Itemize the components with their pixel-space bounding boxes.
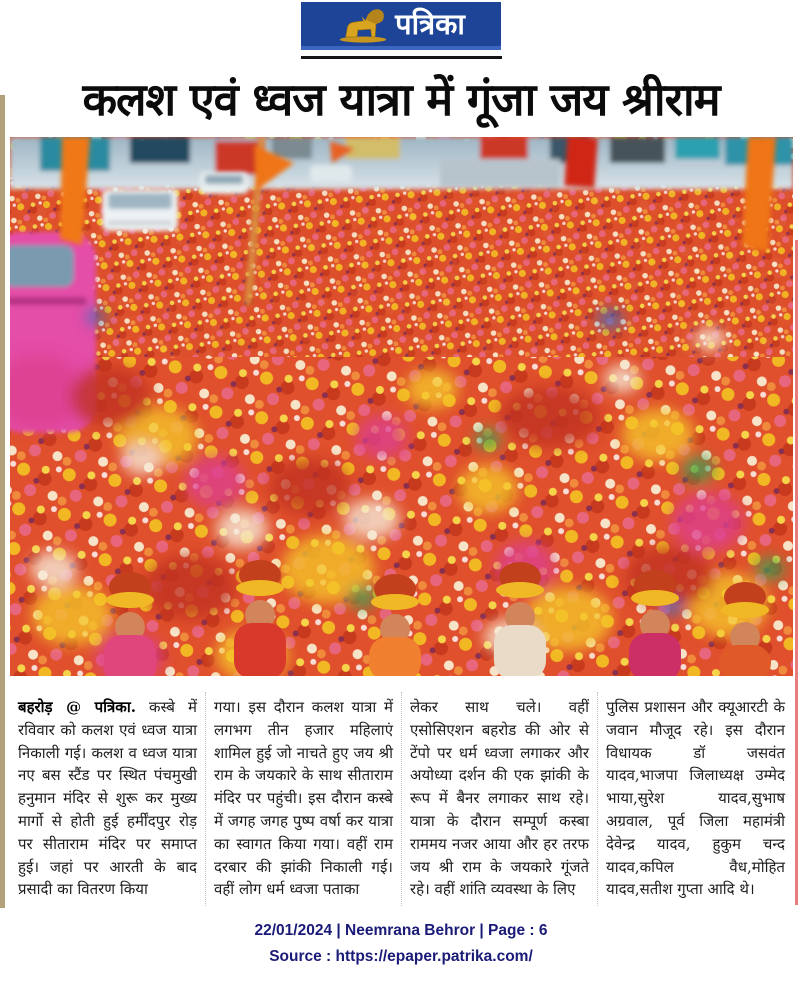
column-2-text: गया। इस दौरान कलश यात्रा में लगभग तीन हजार महिलाएं शामिल हुई जो नाचते हुए जय श्री राम के जयकारे के साथ सीताराम मंदिर पर पहुंची। इस दौरान कस्बे में जगह जगह पुष्प वर्षा कर यात्रा का स्वागत किया गया। वहीं राम दरबार की झांकी निकाली गई। वहीं लोग धर्म ध्वजा पताका <box>214 698 393 899</box>
column-4-text: पुलिस प्रशासन और क्यूआरटी के जवान मौजूद रहे। इस दौरान विधायक डॉ जसवंत यादव,भाजपा जिलाध्यक्ष उम्मेद भाया,सुरेश यादव,सुभाष अग्रवाल, पूर्व जिला महामंत्री देवेन्द्र यादव, हुकुम चन्द यादव,कपिल वैध,मोहित यादव,सतीश गुप्ता आदि थे। <box>606 698 785 899</box>
date-edition-page-line: 22/01/2024 | Neemrana Behror | Page : 6 <box>254 922 548 939</box>
masthead-title: पत्रिका <box>395 6 465 41</box>
patrika-masthead <box>301 2 501 50</box>
article-body <box>10 692 793 906</box>
lion-icon <box>337 5 389 43</box>
clipping-footer <box>0 918 802 970</box>
column-3-text: लेकर साथ चले। वहीं एसोसिएशन बहरोड की ओर से टेंपो पर धर्म ध्वजा लगाकर और अयोध्या दर्शन की एक झांकी के रूप में बैनर लगाकर साथ रहे। यात्रा के दौरान सम्पूर्ण कस्बा राममय नजर आया और हर तरफ जय श्री राम के जयकारे गूंजते रहे। वहीं शांति व्यवस्था के लिए <box>410 698 589 899</box>
article-column-4 <box>597 692 793 906</box>
street-shops-row <box>10 137 793 189</box>
article-column-3 <box>401 692 597 906</box>
article-column-1 <box>10 692 205 906</box>
dateline: बहरोड़ @ पत्रिका. <box>18 698 136 716</box>
masthead-rule <box>301 56 502 59</box>
procession-photo <box>10 137 793 676</box>
column-1-text: कस्बे में रविवार को कलश एवं ध्वज यात्रा निकाली गई। कलश व ध्वज यात्रा नए बस स्टैंड पर स्थित पंचमुखी हनुमान मंदिर से शुरू कर मुख्य मार्गो से होती हुई हर्मींदपुर रोड़ पर सीताराम मंदिर पर समाप्त हुई। जहां पर आरती के बाद प्रसादी का वितरण किया <box>18 698 197 899</box>
left-edge-strip <box>0 95 5 908</box>
right-edge-column-rule <box>795 240 798 905</box>
headline: कलश एवं ध्वज यात्रा में गूंजा जय श्रीराम <box>82 72 720 126</box>
article-column-2 <box>205 692 401 906</box>
source-link[interactable]: Source : https://epaper.patrika.com/ <box>269 948 533 965</box>
